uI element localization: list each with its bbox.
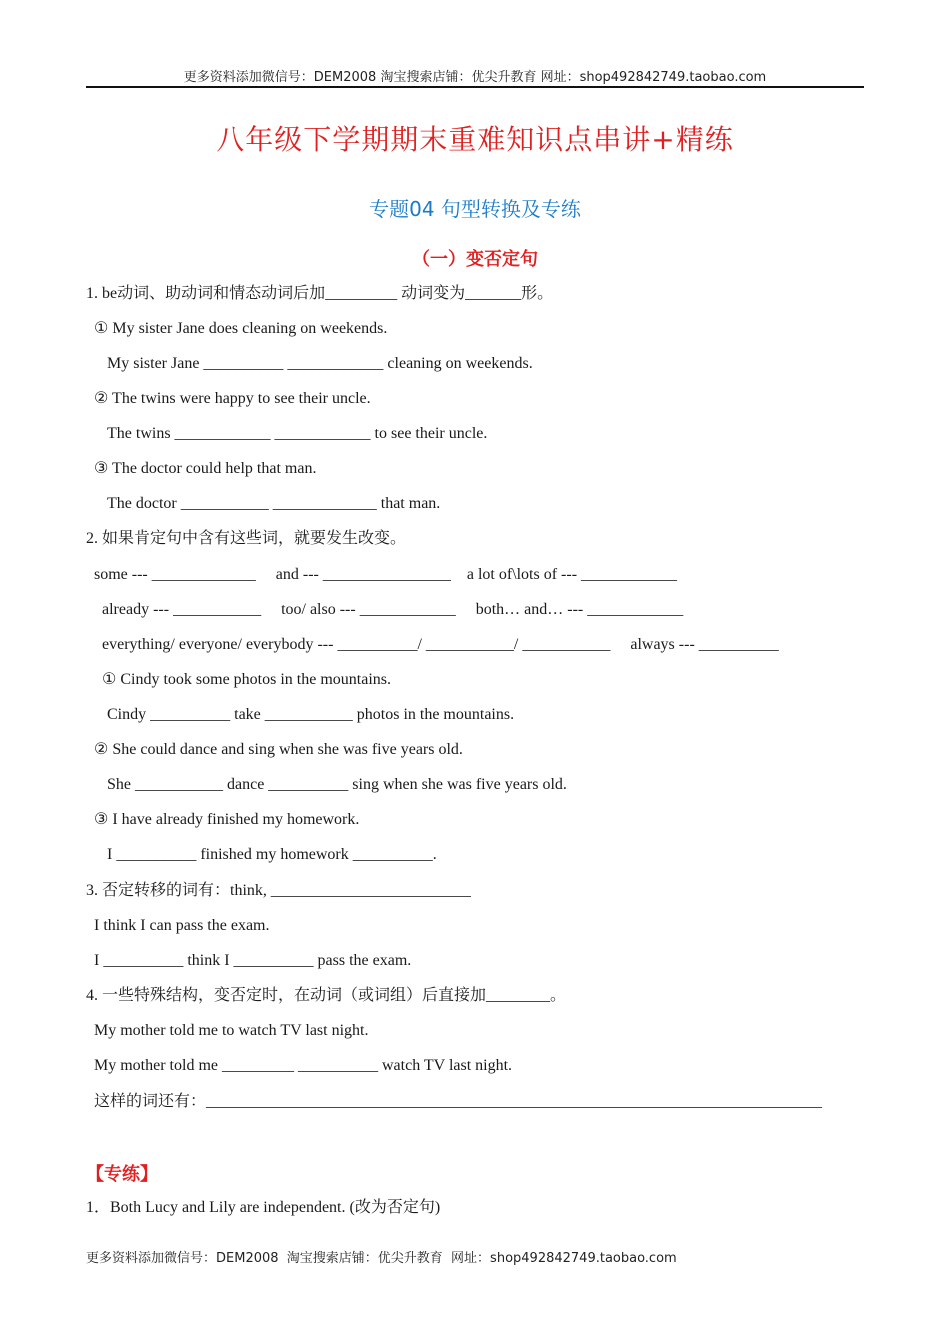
fill-in-blank: I __________ think I __________ pass the exam.	[94, 952, 412, 969]
document-title: 八年级下学期期末重难知识点串讲+精练	[216, 123, 734, 156]
fill-in-blank: The twins ____________ ____________ to see their uncle.	[107, 425, 488, 442]
example-sentence: ③ The doctor could help that man.	[94, 460, 317, 477]
example-sentence: ② She could dance and sing when she was five years old.	[94, 741, 463, 758]
section-heading: （一）变否定句	[412, 249, 538, 270]
example-sentence: ② The twins were happy to see their uncle.	[94, 390, 371, 407]
topic-subtitle: 专题04 句型转换及专练	[369, 197, 581, 221]
page-footer: 更多资料添加微信号：DEM2008 淘宝搜索店铺：优尖升教育 网址：shop492842749.taobao.com	[86, 1251, 677, 1266]
example-sentence: ③ I have already finished my homework.	[94, 811, 360, 828]
practice-item: 1．Both Lucy and Lily are independent. (改为否定句)	[86, 1199, 441, 1216]
word-change-row: already --- ___________ too/ also --- ____________ both… and… --- ____________	[102, 601, 684, 618]
fill-in-blank: My sister Jane __________ ____________ cleaning on weekends.	[107, 355, 533, 372]
fill-in-blank: I __________ finished my homework __________.	[107, 846, 437, 863]
example-sentence: My mother told me to watch TV last night.	[94, 1022, 369, 1039]
rule-3: 3. 否定转移的词有：think, _________________________	[86, 882, 471, 899]
fill-in-blank: The doctor ___________ _____________ that man.	[107, 495, 441, 512]
header-divider	[86, 86, 864, 88]
example-sentence: ① My sister Jane does cleaning on weekends.	[94, 320, 388, 337]
example-sentence: ① Cindy took some photos in the mountains.	[102, 671, 392, 688]
example-sentence: I think I can pass the exam.	[94, 917, 270, 934]
rule-4: 4. 一些特殊结构，变否定时，在动词（或词组）后直接加________。	[86, 987, 567, 1004]
page-header: 更多资料添加微信号：DEM2008 淘宝搜索店铺：优尖升教育 网址：shop492842749.taobao.com	[183, 70, 767, 85]
rule-1: 1. be动词、助动词和情态动词后加_________ 动词变为_______形。	[86, 285, 554, 302]
rule-2: 2. 如果肯定句中含有这些词，就要发生改变。	[86, 530, 407, 547]
fill-in-blank: 这样的词还有：_____________________________________________________________________________	[94, 1093, 823, 1110]
fill-in-blank: Cindy __________ take ___________ photos in the mountains.	[107, 706, 515, 723]
fill-in-blank: My mother told me _________ __________ watch TV last night.	[94, 1057, 513, 1074]
practice-heading: 【专练】	[86, 1164, 158, 1185]
fill-in-blank: She ___________ dance __________ sing when she was five years old.	[107, 776, 567, 793]
word-change-row: everything/ everyone/ everybody --- __________/ ___________/ ___________ always --- __________	[102, 636, 779, 653]
word-change-row: some --- _____________ and --- ________________ a lot of\lots of --- ____________	[94, 566, 678, 583]
